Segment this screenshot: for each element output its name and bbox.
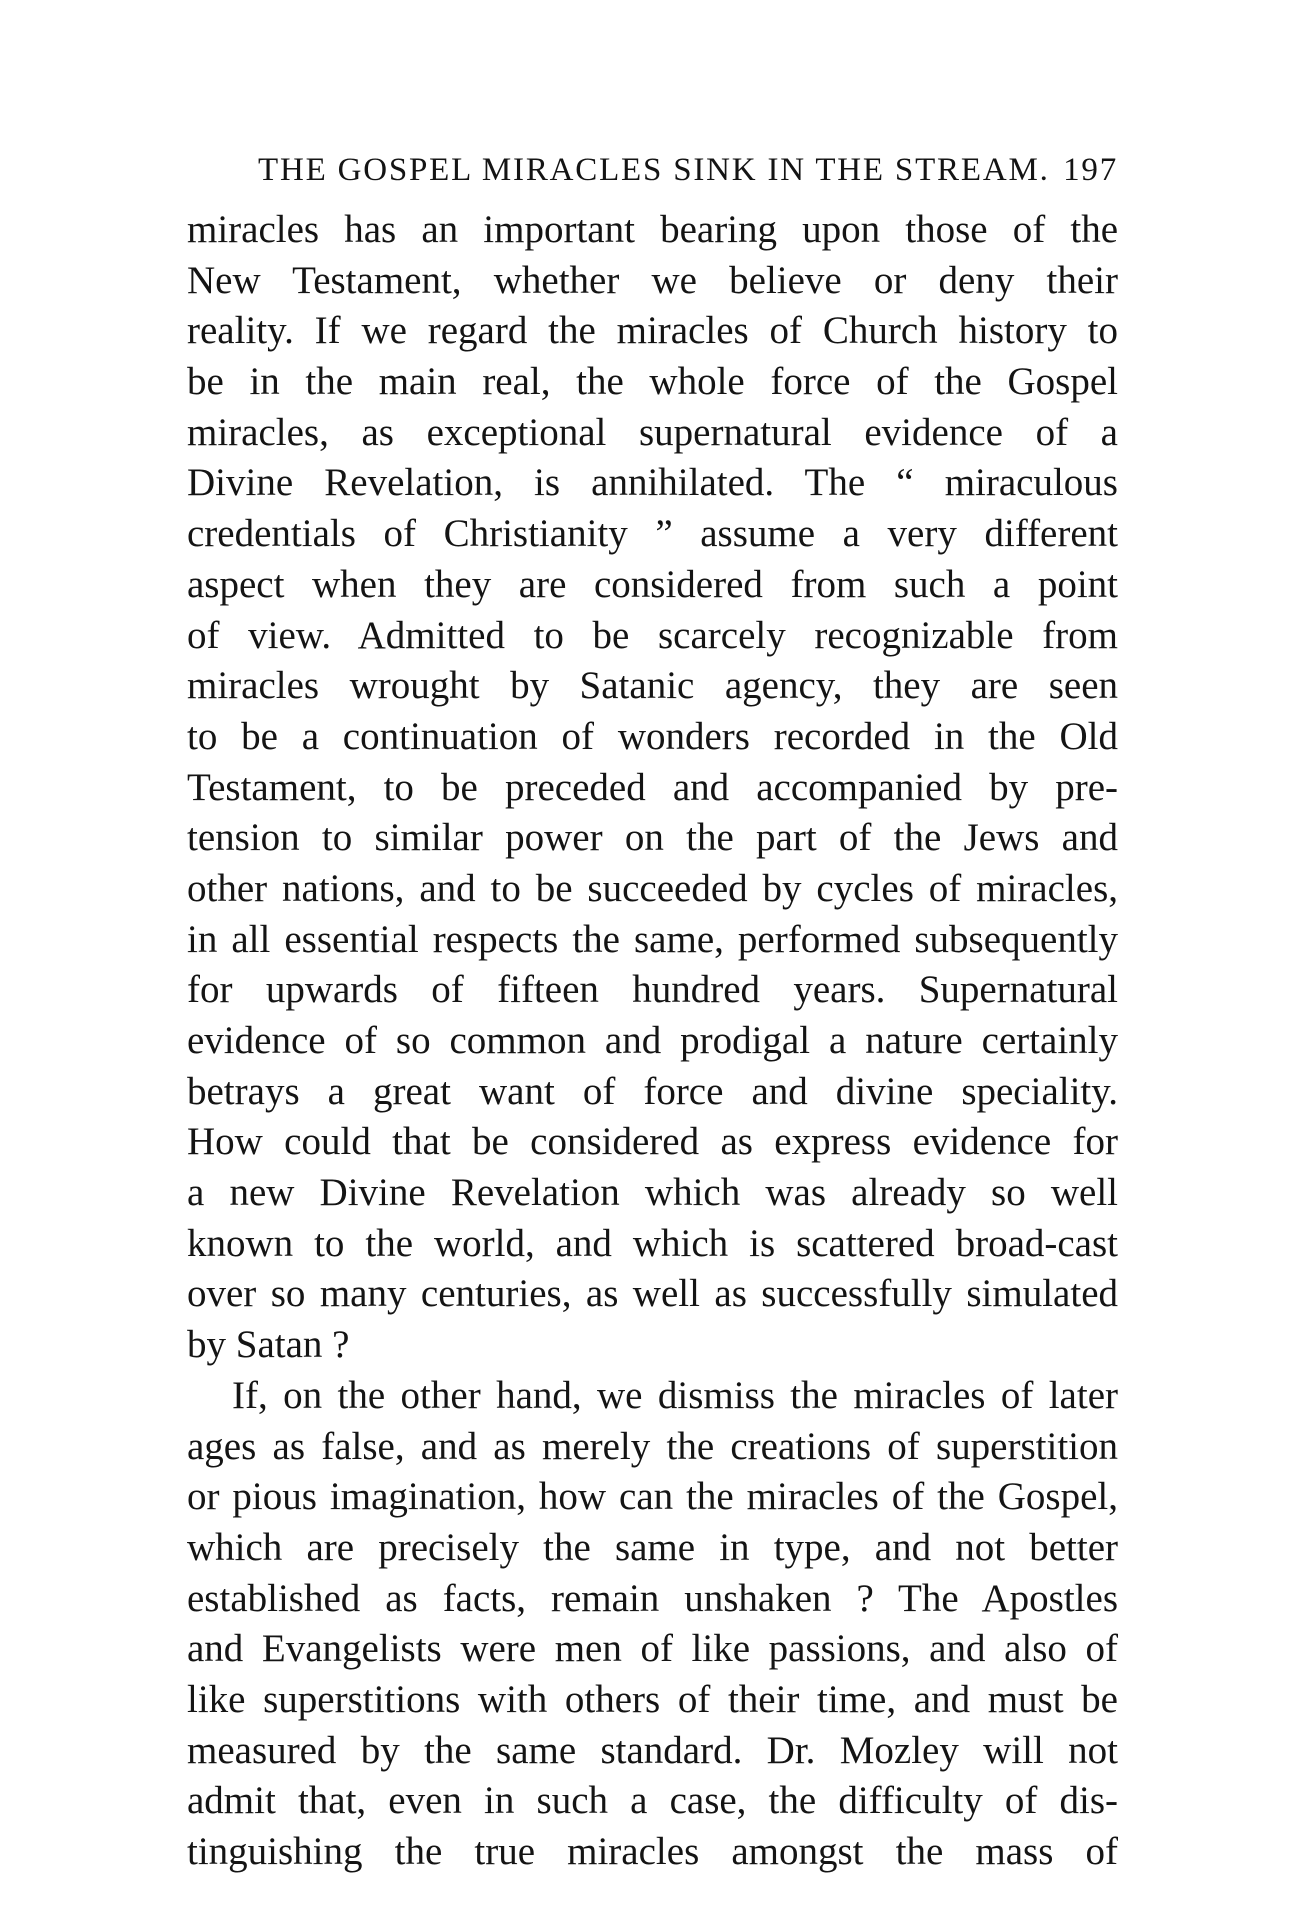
text-line: which are precisely the same in type, and not better: [187, 1525, 1118, 1569]
text-line: to be a continuation of wonders recorded in the Old: [187, 714, 1118, 758]
text-line: credentials of Christianity ” assume a very different: [187, 512, 1118, 556]
text-line: be in the main real, the whole force of the Gospel: [187, 360, 1118, 404]
text-line: New Testament, whether we believe or deny their: [187, 258, 1118, 302]
text-line: aspect when they are considered from such a point: [187, 562, 1118, 606]
text-line: measured by the same standard. Dr. Mozley will not: [187, 1728, 1118, 1772]
text-line: miracles, as exceptional supernatural evidence of a: [187, 410, 1118, 454]
page-number: 197: [1063, 152, 1118, 188]
text-line: reality. If we regard the miracles of Church history to: [187, 309, 1118, 353]
text-line: in all essential respects the same, performed subsequently: [187, 917, 1118, 961]
text-line: other nations, and to be succeeded by cycles of miracles,: [187, 866, 1118, 910]
text-line: ages as false, and as merely the creations of superstition: [187, 1424, 1118, 1468]
text-line: admit that, even in such a case, the difficulty of dis-: [187, 1779, 1118, 1823]
text-line: established as facts, remain unshaken ? The Apostles: [187, 1576, 1118, 1620]
text-line: over so many centuries, as well as successfully simulated: [187, 1272, 1118, 1316]
text-line: and Evangelists were men of like passions, and also of: [187, 1627, 1118, 1671]
text-line: or pious imagination, how can the miracles of the Gospel,: [187, 1475, 1118, 1519]
text-line: tension to similar power on the part of the Jews and: [187, 816, 1118, 860]
paragraph-end-line: by Satan ?: [187, 1323, 350, 1367]
text-line: Testament, to be preceded and accompanied by pre-: [187, 765, 1118, 809]
text-line: miracles has an important bearing upon those of the: [187, 208, 1118, 251]
body-text: [187, 205, 1118, 1878]
text-line: miracles wrought by Satanic agency, they are seen: [187, 664, 1118, 708]
text-line: betrays a great want of force and divine speciality.: [187, 1069, 1118, 1113]
paragraph-start-line: If, on the other hand, we dismiss the miracles of later: [232, 1373, 1118, 1417]
text-line: Divine Revelation, is annihilated. The “ miraculous: [187, 461, 1118, 505]
text-line: tinguishing the true miracles amongst the mass of: [187, 1830, 1118, 1873]
text-line: of view. Admitted to be scarcely recognizable from: [187, 613, 1118, 657]
running-title: THE GOSPEL MIRACLES SINK IN THE STREAM.: [258, 152, 1050, 188]
running-header: [258, 152, 1118, 192]
text-line: How could that be considered as express evidence for: [187, 1120, 1118, 1164]
text-line: like superstitions with others of their time, and must be: [187, 1677, 1118, 1721]
text-line: known to the world, and which is scattered broad-cast: [187, 1221, 1118, 1265]
text-line: a new Divine Revelation which was already so well: [187, 1171, 1118, 1215]
text-line: evidence of so common and prodigal a nature certainly: [187, 1019, 1118, 1062]
text-line: for upwards of fifteen hundred years. Supernatural: [187, 968, 1118, 1012]
